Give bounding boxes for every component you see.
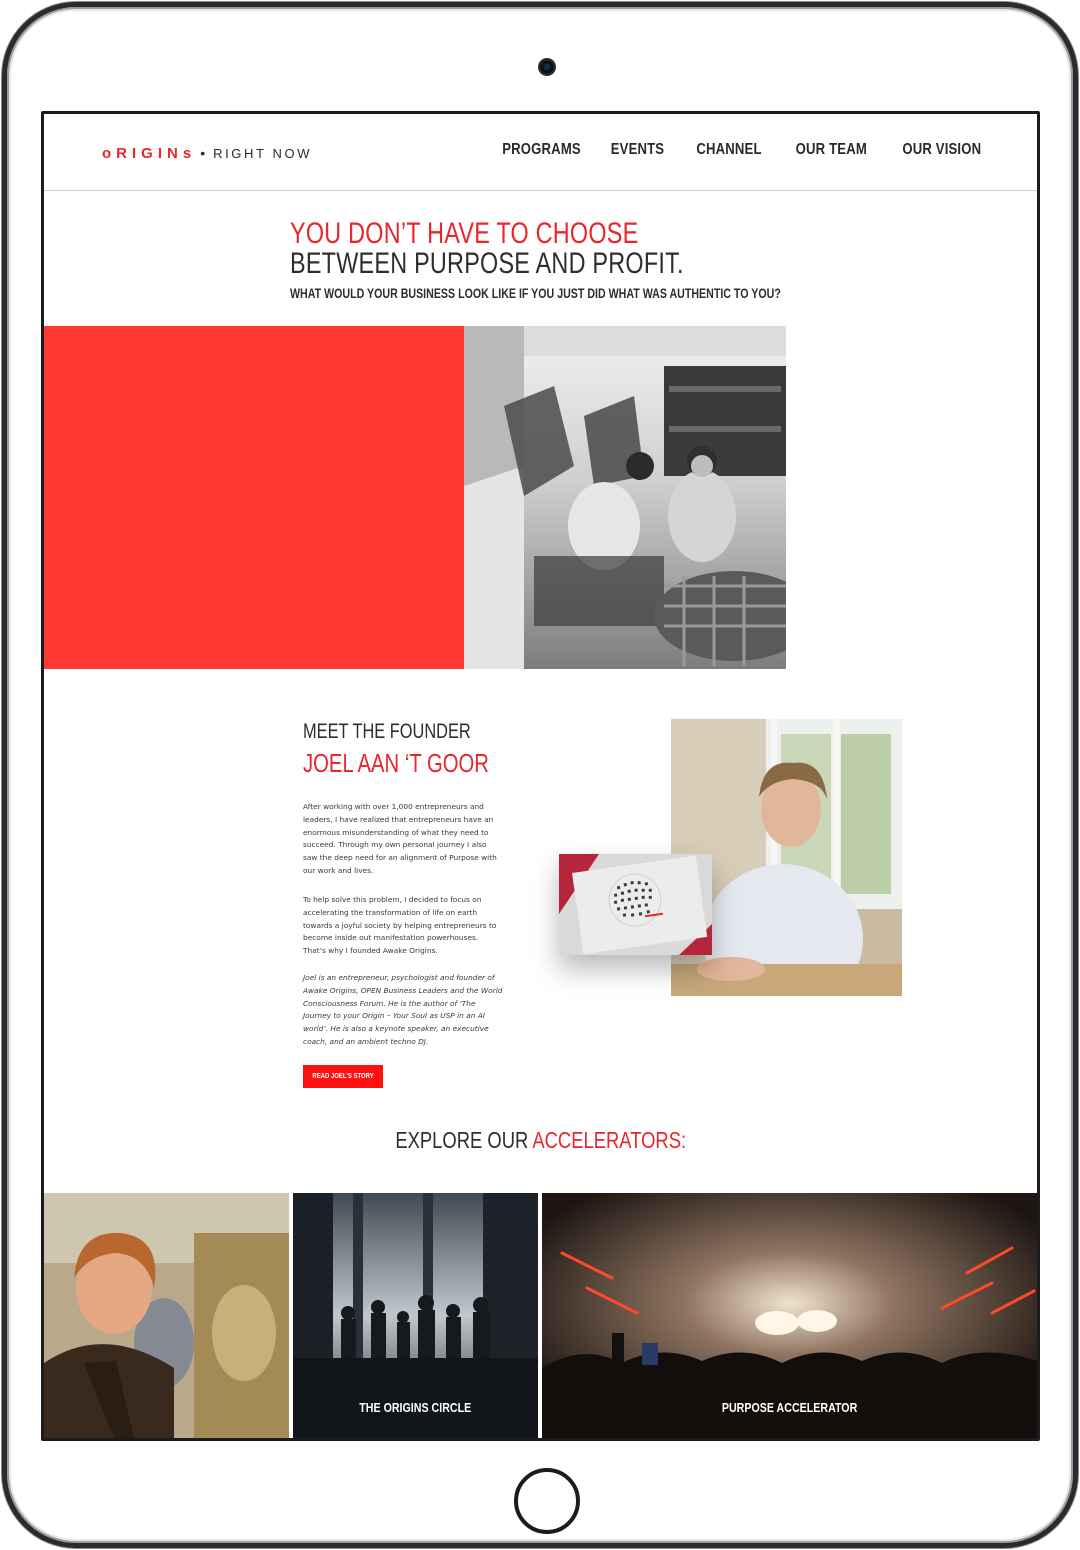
nav-item-programs[interactable]: PROGRAMS — [502, 141, 581, 158]
front-camera-icon — [538, 58, 556, 76]
site-logo[interactable] — [102, 145, 312, 162]
origins-card-photo — [559, 854, 712, 955]
accelerators-heading-accent: ACCELERATORS: — [532, 1127, 686, 1153]
logo-wordmark: oRIGINs — [102, 145, 197, 162]
nav-item-our-vision[interactable]: OUR VISION — [902, 141, 981, 158]
browser-viewport — [41, 111, 1040, 1441]
meeting-photo — [464, 326, 786, 669]
meeting-photo-illustration — [464, 326, 786, 669]
origins-card-illustration — [559, 854, 712, 955]
speaker-photo-illustration — [44, 1193, 289, 1438]
nav-item-our-team[interactable]: OUR TEAM — [795, 141, 867, 158]
founder-paragraph-1: After working with over 1,000 entrepreneurs and leaders, I have realized that entrepreneurs have an enormous misunderstanding of what they need to succeed. Through my own personal journey I also saw the deep need for an alignment of Purpose with our work and lives. — [303, 802, 497, 875]
hero-heading-line1: YOU DON’T HAVE TO CHOOSE — [290, 217, 639, 250]
logo-tagline: RIGHT NOW — [213, 146, 313, 161]
logo-separator: • — [200, 145, 206, 161]
accelerator-tile-origins-circle[interactable] — [293, 1193, 538, 1438]
accelerators-heading-prefix: EXPLORE OUR — [395, 1127, 533, 1153]
hero-red-block — [44, 326, 464, 669]
read-story-button-label: READ JOEL'S STORY — [312, 1073, 374, 1080]
founder-bio: Joel is an entrepreneur, psychologist and founder of Awake Origins, OPEN Business Leaders and the World Consciousness Forum. He is the author of ‘The Journey to your Origin – Your Soul as USP in an AI world’. He is also a keynote speaker, an executive coach, and an ambient techno DJ. — [303, 973, 503, 1046]
hero-heading-line2: BETWEEN PURPOSE AND PROFIT. — [290, 247, 684, 280]
nav-item-channel[interactable]: CHANNEL — [696, 141, 762, 158]
nav-item-events[interactable]: EVENTS — [610, 141, 665, 158]
accelerators-heading — [44, 1127, 1037, 1154]
read-story-button[interactable] — [303, 1065, 383, 1088]
home-button-icon[interactable] — [514, 1468, 580, 1534]
accelerator-tile-speaker[interactable] — [44, 1193, 289, 1438]
founder-paragraph-2: To help solve this problem, I decided to focus on accelerating the transformation of life on earth towards a joyful society by helping entrepreneurs to become inside out manifestation powerhouses. That’s why I founded Awake Origins. — [303, 895, 497, 956]
accelerator-tile-purpose-accelerator[interactable] — [542, 1193, 1037, 1438]
founder-name: JOEL AAN ‘T GOOR — [303, 748, 489, 778]
tile-label-origins-circle: THE ORIGINS CIRCLE — [359, 1400, 472, 1415]
main-nav — [485, 141, 981, 159]
hero-subtitle: WHAT WOULD YOUR BUSINESS LOOK LIKE IF YOU JUST DID WHAT WAS AUTHENTIC TO YOU? — [290, 285, 781, 301]
tile-label-purpose-accelerator: PURPOSE ACCELERATOR — [721, 1400, 858, 1415]
site-header — [44, 114, 1037, 191]
hero-heading — [290, 219, 795, 279]
founder-kicker: MEET THE FOUNDER — [303, 720, 471, 743]
